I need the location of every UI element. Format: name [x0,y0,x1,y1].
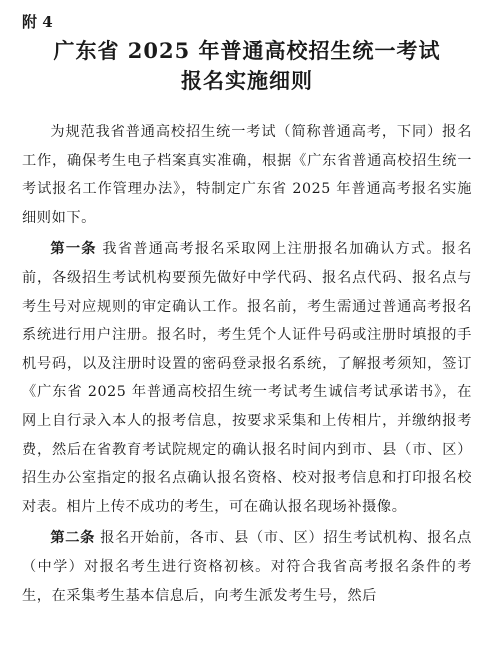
document-title [22,36,472,96]
article-1-paragraph [22,235,472,521]
title-line-1: 广东省 2025 年普通高校招生统一考试 [53,38,441,63]
article-2-text: 报名开始前，各市、县（市、区）招生考试机构、报名点（中学）对报名考生进行资格初核。对符合我省高考报名条件的考生，在采集考生基本信息后，向考生派发考生号，然后 [22,530,472,604]
article-2-heading: 第二条 [50,530,96,547]
document-body [22,118,472,610]
article-1-text: 我省普通高考报名采取网上注册报名加确认方式。报名前，各级招生考试机构要预先做好中学代码、报名点代码、报名点与考生号对应规则的审定确认工作。报名前，考生需通过普通高考报名系统进行用户注册。报名时，考生凭个人证件号码或注册时填报的手机号码，以及注册时设置的密码登录报名系统，了解报考须知，签订《广东省 2025 年普通高校招生统一考试考生诚信考试承诺书》，在网上自行录入本人的报考信息，按要求采集和上传相片，并缴纳报考费，然后在省教育考试院规定的确认报名时间内到市、县（市、区）招生办公室指定的报名点确认报名资格、校对报考信息和打印报名校对表。相片上传不成功的考生，可在确认报名现场补摄像。 [22,241,472,515]
article-2-paragraph [22,524,472,610]
article-1-heading: 第一条 [50,241,97,258]
annex-label: 附 4 [22,13,53,31]
title-line-2: 报名实施细则 [181,68,313,93]
intro-paragraph: 为规范我省普通高校招生统一考试（简称普通高考，下同）报名工作，确保考生电子档案真实准确，根据《广东省普通高校招生统一考试报名工作管理办法》，特制定广东省 2025 年普通高考报名实施细则如下。 [22,124,472,226]
